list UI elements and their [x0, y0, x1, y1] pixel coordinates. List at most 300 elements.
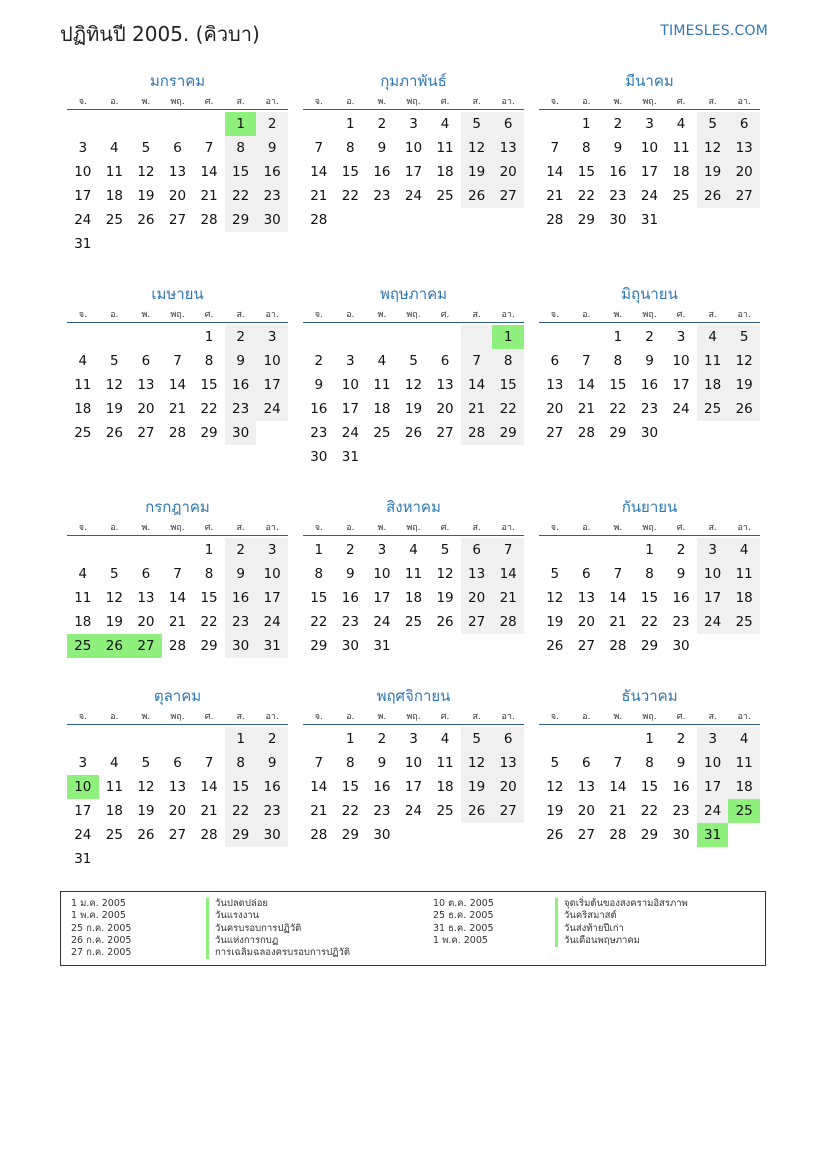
day-cell: 3 — [697, 538, 729, 562]
month-name: เมษายน — [151, 285, 204, 303]
day-cell: 26 — [546, 827, 564, 843]
day-cell: 13 — [492, 751, 524, 775]
weekday-label: อ. — [346, 310, 355, 320]
day-cell: 11 — [728, 751, 760, 775]
weekday-label: ส. — [472, 310, 481, 320]
weekday-label: พ. — [377, 523, 387, 533]
weekday-label: ศ. — [204, 712, 214, 722]
day-cell: 3 — [645, 116, 654, 132]
holiday-day-cell: 27 — [130, 634, 162, 658]
day-cell: 22 — [225, 184, 257, 208]
day-cell: 22 — [609, 401, 627, 417]
month-name: มกราคม — [149, 72, 206, 90]
day-cell: 25 — [436, 188, 454, 204]
day-cell: 14 — [310, 164, 328, 180]
day-cell: 11 — [697, 349, 729, 373]
day-cell: 7 — [582, 353, 591, 369]
day-cell: 26 — [697, 184, 729, 208]
holiday-date: 26 ก.ค. 2005 — [71, 934, 132, 946]
weekday-label: พ. — [613, 97, 623, 107]
holiday-legend — [60, 891, 766, 966]
day-cell: 9 — [225, 349, 257, 373]
day-cell: 8 — [346, 140, 355, 156]
weekday-label: อ. — [110, 310, 119, 320]
day-cell: 10 — [74, 164, 92, 180]
day-cell: 31 — [640, 212, 659, 228]
day-cell: 16 — [373, 164, 391, 180]
day-cell: 14 — [310, 779, 328, 795]
day-cell: 11 — [74, 590, 92, 606]
holiday-date: 31 ธ.ค. 2005 — [433, 922, 494, 934]
day-cell: 23 — [256, 184, 288, 208]
day-cell: 29 — [200, 425, 218, 441]
day-cell: 27 — [728, 184, 760, 208]
weekday-label: ศ. — [440, 310, 450, 320]
day-cell: 27 — [436, 425, 454, 441]
day-cell: 20 — [492, 160, 524, 184]
day-cell: 2 — [377, 731, 387, 747]
day-cell: 22 — [341, 803, 359, 819]
day-cell: 17 — [640, 164, 659, 180]
weekday-label: พฤ. — [406, 523, 421, 533]
day-cell: 5 — [110, 566, 119, 582]
weekday-label: อา. — [501, 523, 515, 533]
day-cell: 18 — [105, 803, 123, 819]
day-cell: 27 — [492, 799, 524, 823]
day-cell: 25 — [436, 803, 454, 819]
day-cell: 19 — [137, 803, 155, 819]
month-divider — [539, 724, 760, 725]
weekday-label: จ. — [78, 712, 87, 722]
day-cell: 26 — [728, 397, 760, 421]
weekday-label: จ. — [78, 523, 87, 533]
day-cell: 29 — [200, 638, 218, 654]
day-cell: 13 — [168, 164, 187, 180]
day-cell: 6 — [173, 140, 182, 156]
day-cell: 19 — [697, 160, 729, 184]
day-cell: 8 — [645, 566, 654, 582]
weekday-label: จ. — [314, 523, 323, 533]
day-cell: 5 — [550, 566, 560, 582]
weekday-label: ส. — [708, 712, 717, 722]
weekday-label: อ. — [110, 97, 119, 107]
weekday-label: จ. — [314, 310, 323, 320]
day-cell: 14 — [168, 590, 187, 606]
day-cell: 4 — [440, 731, 450, 747]
weekday-label: อา. — [737, 523, 751, 533]
month-name: มิถุนายน — [621, 285, 678, 303]
day-cell: 31 — [256, 634, 288, 658]
holiday-day-cell: 1 — [225, 112, 257, 136]
day-cell: 17 — [697, 775, 729, 799]
day-cell: 18 — [436, 164, 454, 180]
holiday-name: วันส่งท้ายปีเก่า — [555, 923, 688, 935]
day-cell: 24 — [697, 610, 729, 634]
weekday-label: จ. — [550, 712, 559, 722]
day-cell: 17 — [697, 586, 729, 610]
day-cell: 2 — [676, 731, 686, 747]
day-cell: 24 — [341, 425, 359, 441]
weekday-label: อา. — [501, 310, 515, 320]
day-cell: 6 — [582, 755, 591, 771]
holiday-name: จุดเริ่มต้นของสงครามอิสรภาพ — [555, 898, 688, 910]
month-divider — [539, 535, 760, 536]
day-cell: 18 — [436, 779, 454, 795]
day-cell: 11 — [436, 755, 454, 771]
weekday-label: อ. — [582, 523, 591, 533]
weekday-label: อ. — [346, 712, 355, 722]
day-cell: 8 — [582, 140, 591, 156]
day-cell: 16 — [341, 590, 359, 606]
day-cell: 30 — [256, 208, 288, 232]
weekday-label: อ. — [582, 712, 591, 722]
holiday-day-cell: 26 — [99, 634, 131, 658]
day-cell: 10 — [697, 562, 729, 586]
day-cell: 1 — [204, 542, 214, 558]
day-cell: 28 — [310, 212, 328, 228]
day-cell: 8 — [204, 353, 214, 369]
day-cell: 30 — [609, 212, 627, 228]
day-cell: 13 — [492, 136, 524, 160]
day-cell: 26 — [546, 638, 564, 654]
weekday-header — [67, 521, 288, 535]
day-cell: 25 — [105, 827, 123, 843]
day-cell: 13 — [461, 562, 493, 586]
day-cell: 1 — [582, 116, 591, 132]
day-cell: 28 — [546, 212, 564, 228]
weekday-label: พฤ. — [406, 310, 421, 320]
day-cell: 4 — [78, 566, 88, 582]
weekday-label: ส. — [472, 523, 481, 533]
day-cell: 21 — [546, 188, 564, 204]
day-cell: 15 — [200, 590, 218, 606]
holiday-dates-left — [71, 898, 131, 959]
weekday-label: พ. — [141, 712, 151, 722]
day-cell: 21 — [577, 401, 595, 417]
day-cell: 4 — [440, 116, 450, 132]
day-cell: 23 — [640, 401, 659, 417]
weekday-label: ศ. — [676, 523, 686, 533]
day-cell: 23 — [609, 188, 627, 204]
day-cell: 4 — [697, 325, 729, 349]
month-name: กรกฎาคม — [145, 498, 210, 516]
day-cell: 12 — [404, 377, 423, 393]
day-cell: 29 — [640, 638, 659, 654]
day-cell: 27 — [577, 638, 595, 654]
day-cell: 9 — [314, 377, 324, 393]
weekday-header — [539, 308, 760, 322]
day-cell: 3 — [256, 325, 288, 349]
day-cell: 28 — [461, 421, 493, 445]
weekday-header — [67, 95, 288, 109]
month-divider — [67, 724, 288, 725]
day-cell: 2 — [314, 353, 324, 369]
day-cell: 22 — [640, 803, 659, 819]
day-cell: 20 — [577, 803, 595, 819]
day-cell: 12 — [137, 164, 155, 180]
day-cell: 30 — [341, 638, 359, 654]
month-divider — [67, 322, 288, 323]
day-cell: 16 — [256, 775, 288, 799]
weekday-header — [539, 521, 760, 535]
day-cell: 19 — [546, 614, 564, 630]
weekday-label: ส. — [472, 712, 481, 722]
day-cell: 8 — [346, 755, 355, 771]
day-cell: 6 — [141, 353, 151, 369]
day-cell: 22 — [577, 188, 595, 204]
day-cell: 20 — [546, 401, 564, 417]
weekday-label: อา. — [265, 310, 279, 320]
day-cell: 11 — [373, 377, 391, 393]
day-cell: 10 — [404, 755, 423, 771]
day-cell: 22 — [341, 188, 359, 204]
brand-link[interactable]: TIMESLES.COM — [660, 23, 768, 39]
weekday-label: พฤ. — [406, 712, 421, 722]
day-cell: 16 — [672, 779, 690, 795]
day-cell: 16 — [256, 160, 288, 184]
day-cell: 13 — [577, 779, 595, 795]
page-title: ปฏิทินปี 2005. (คิวบา) — [60, 22, 260, 46]
weekday-header — [67, 308, 288, 322]
day-cell: 29 — [640, 827, 659, 843]
day-cell: 24 — [74, 212, 92, 228]
weekday-header — [303, 710, 524, 724]
day-cell: 29 — [341, 827, 359, 843]
day-cell: 9 — [256, 751, 288, 775]
day-cell: 25 — [373, 425, 391, 441]
day-cell: 24 — [672, 401, 690, 417]
weekday-header — [539, 710, 760, 724]
weekday-label: อา. — [265, 712, 279, 722]
day-cell: 1 — [204, 329, 214, 345]
day-cell: 9 — [377, 755, 387, 771]
day-cell: 3 — [78, 140, 88, 156]
day-cell: 7 — [492, 538, 524, 562]
day-cell: 11 — [436, 140, 454, 156]
weekday-label: อ. — [346, 97, 355, 107]
weekday-header — [67, 710, 288, 724]
day-cell: 9 — [645, 353, 654, 369]
day-cell: 1 — [645, 542, 654, 558]
day-cell: 5 — [141, 755, 151, 771]
weekday-label: อา. — [737, 712, 751, 722]
weekday-header — [539, 95, 760, 109]
day-cell: 28 — [310, 827, 328, 843]
weekday-label: พฤ. — [642, 97, 657, 107]
day-cell: 8 — [225, 136, 257, 160]
day-cell: 21 — [609, 803, 627, 819]
weekday-label: พฤ. — [642, 712, 657, 722]
day-cell: 4 — [676, 116, 686, 132]
holiday-date: 1 ม.ค. 2005 — [71, 898, 126, 909]
day-cell: 29 — [225, 823, 257, 847]
month-name: ตุลาคม — [153, 687, 202, 705]
day-cell: 2 — [346, 542, 355, 558]
day-cell: 20 — [168, 188, 187, 204]
day-cell: 11 — [105, 779, 123, 795]
day-cell: 15 — [225, 775, 257, 799]
day-cell: 14 — [168, 377, 187, 393]
day-cell: 25 — [697, 397, 729, 421]
day-cell: 7 — [314, 140, 324, 156]
day-cell: 2 — [676, 542, 686, 558]
day-cell: 7 — [204, 755, 214, 771]
day-cell: 10 — [373, 566, 391, 582]
day-cell: 29 — [225, 208, 257, 232]
day-cell: 11 — [105, 164, 123, 180]
day-cell: 9 — [346, 566, 355, 582]
day-cell: 23 — [672, 614, 690, 630]
weekday-label: ส. — [708, 97, 717, 107]
day-cell: 3 — [78, 755, 88, 771]
day-cell: 26 — [461, 799, 493, 823]
day-cell: 8 — [613, 353, 623, 369]
day-cell: 2 — [377, 116, 387, 132]
day-cell: 11 — [672, 140, 690, 156]
day-cell: 13 — [436, 377, 454, 393]
month-name: พฤศจิกายน — [376, 687, 451, 705]
weekday-label: ศ. — [676, 97, 686, 107]
holiday-day-cell: 1 — [492, 325, 524, 349]
day-cell: 9 — [377, 140, 387, 156]
weekday-label: อา. — [737, 310, 751, 320]
day-cell: 23 — [672, 803, 690, 819]
holiday-name: วันเดือนพฤษภาคม — [555, 935, 688, 947]
day-cell: 10 — [672, 353, 690, 369]
day-cell: 26 — [461, 184, 493, 208]
day-cell: 9 — [613, 140, 623, 156]
holiday-name: การเฉลิมฉลองครบรอบการปฏิวัติ — [206, 947, 350, 959]
day-cell: 7 — [173, 566, 182, 582]
weekday-label: พฤ. — [170, 310, 185, 320]
weekday-label: อา. — [265, 523, 279, 533]
weekday-label: พ. — [141, 523, 151, 533]
day-cell: 24 — [256, 397, 288, 421]
day-cell: 4 — [728, 538, 760, 562]
holiday-day-cell: 31 — [697, 823, 729, 847]
day-cell: 16 — [672, 590, 690, 606]
day-cell: 7 — [550, 140, 560, 156]
day-cell: 30 — [640, 425, 659, 441]
day-cell: 30 — [672, 638, 690, 654]
day-cell: 31 — [373, 638, 391, 654]
day-cell: 5 — [440, 542, 450, 558]
day-cell: 20 — [728, 160, 760, 184]
day-cell: 7 — [613, 755, 623, 771]
month-divider — [303, 724, 524, 725]
day-cell: 19 — [728, 373, 760, 397]
day-cell: 6 — [582, 566, 591, 582]
day-cell: 17 — [256, 586, 288, 610]
day-cell: 25 — [672, 188, 690, 204]
day-cell: 18 — [728, 586, 760, 610]
day-cell: 27 — [461, 610, 493, 634]
day-cell: 22 — [310, 614, 328, 630]
day-cell: 30 — [373, 827, 391, 843]
day-cell: 18 — [373, 401, 391, 417]
day-cell: 12 — [105, 590, 123, 606]
weekday-header — [303, 521, 524, 535]
day-cell: 15 — [200, 377, 218, 393]
weekday-label: จ. — [550, 97, 559, 107]
day-cell: 5 — [141, 140, 151, 156]
day-cell: 14 — [200, 779, 218, 795]
day-cell: 16 — [225, 373, 257, 397]
day-cell: 26 — [436, 614, 454, 630]
day-cell: 23 — [341, 614, 359, 630]
day-cell: 20 — [137, 614, 155, 630]
day-cell: 3 — [409, 116, 418, 132]
holiday-names-left — [206, 898, 350, 959]
weekday-label: ศ. — [440, 712, 450, 722]
month-name: มีนาคม — [625, 72, 674, 90]
day-cell: 6 — [492, 112, 524, 136]
weekday-label: ศ. — [440, 523, 450, 533]
day-cell: 9 — [676, 566, 686, 582]
month-divider — [303, 322, 524, 323]
weekday-label: พฤ. — [170, 97, 185, 107]
day-cell: 5 — [550, 755, 560, 771]
day-cell: 20 — [577, 614, 595, 630]
day-cell: 8 — [492, 349, 524, 373]
day-cell: 3 — [409, 731, 418, 747]
day-cell: 22 — [640, 614, 659, 630]
day-cell: 14 — [609, 590, 627, 606]
day-cell: 5 — [461, 727, 493, 751]
day-cell: 29 — [609, 425, 627, 441]
holiday-day-cell: 10 — [67, 775, 99, 799]
day-cell: 7 — [173, 353, 182, 369]
day-cell: 14 — [609, 779, 627, 795]
weekday-label: ส. — [708, 310, 717, 320]
day-cell: 25 — [105, 212, 123, 228]
day-cell: 5 — [409, 353, 418, 369]
day-cell: 25 — [74, 425, 92, 441]
day-cell: 14 — [200, 164, 218, 180]
weekday-label: อ. — [110, 523, 119, 533]
day-cell: 15 — [640, 590, 659, 606]
weekday-label: จ. — [550, 310, 559, 320]
weekday-label: อ. — [346, 523, 355, 533]
day-cell: 30 — [672, 827, 690, 843]
day-cell: 1 — [346, 116, 355, 132]
day-cell: 9 — [676, 755, 686, 771]
day-cell: 4 — [409, 542, 418, 558]
day-cell: 12 — [546, 779, 564, 795]
day-cell: 13 — [168, 779, 187, 795]
weekday-label: ส. — [236, 310, 245, 320]
day-cell: 8 — [314, 566, 324, 582]
day-cell: 23 — [225, 397, 257, 421]
day-cell: 10 — [341, 377, 359, 393]
day-cell: 28 — [609, 638, 627, 654]
day-cell: 17 — [74, 188, 92, 204]
day-cell: 24 — [697, 799, 729, 823]
weekday-label: พ. — [377, 310, 387, 320]
day-cell: 3 — [346, 353, 355, 369]
holiday-names-right — [555, 898, 688, 947]
day-cell: 19 — [105, 401, 123, 417]
holiday-dates-right — [433, 898, 494, 947]
weekday-label: อ. — [582, 97, 591, 107]
weekday-label: อา. — [737, 97, 751, 107]
month-divider — [539, 109, 760, 110]
weekday-label: พ. — [613, 712, 623, 722]
day-cell: 29 — [310, 638, 328, 654]
day-cell: 15 — [577, 164, 595, 180]
day-cell: 7 — [314, 755, 324, 771]
day-cell: 12 — [137, 779, 155, 795]
